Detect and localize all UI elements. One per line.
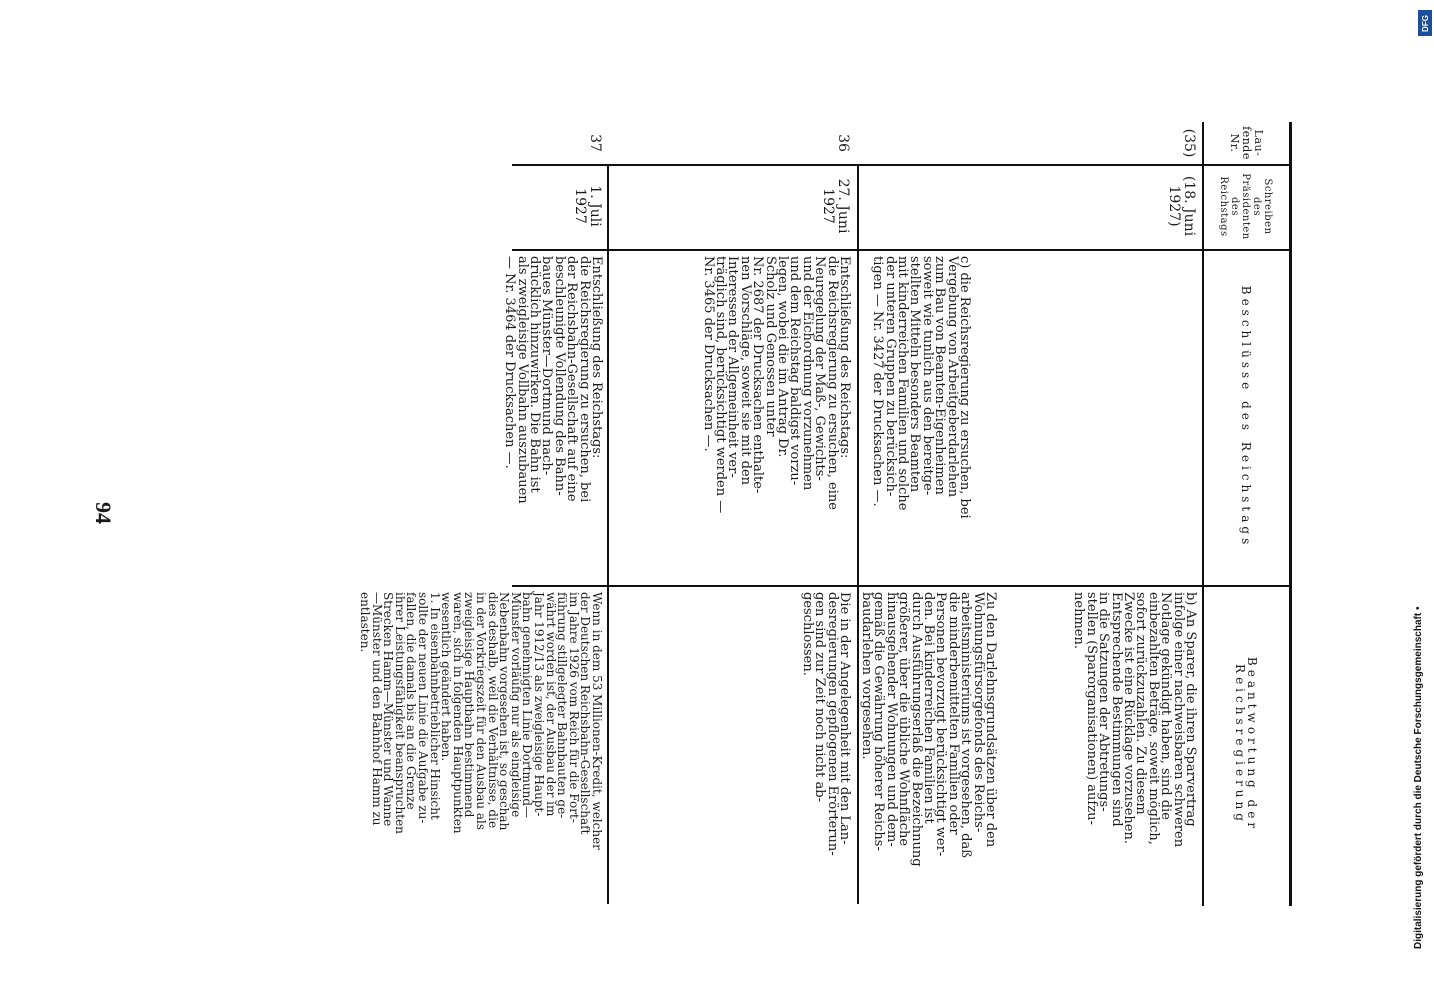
dfg-logo-text: DFG [1420,14,1430,32]
digitization-note-text: Digitalisierung gefördert durch die Deutsche Forschungsgemeinschaft • [1413,606,1424,949]
page-number: 94 [91,502,116,524]
document-table [110,120,1292,904]
row-36-nr: 36 [835,134,851,152]
dfg-logo [1418,10,1432,36]
table-top-rule [1289,122,1292,906]
row-37-antwort: Wenn in dem 53 Millionen-Kredit, welcher der Deutschen Reichsbahn-Gesellschaft im Jahre 1926 vom Reich für die Fort- führung stillgelegter Bahnbauten ge- währt worden ist, der Ausbau der im Jahr 1912/13 als zweigleisige Haupt- bahn genehmigten Linie Dortmund— Münster vorläufig nur als eingleisige Nebenbahn vorgesehen ist, so geschah dies deshalb, weil die Verhältnisse, die in der Vorkriegszeit für den Ausbau als zweigleisige Hauptbahn bestimmend waren, sich in folgenden Hauptpunkten wesentlich geändert haben. 1. In eisenbahnbetrieblicher Hinsicht sollte der neuen Linie die Aufgabe zu- fallen, die damals bis an die Grenze ihrer Leistungsfähigkeit beanspruchten Strecken Hamm—Münster und Wanne —Münster und den Bahnhof Hamm zu entlasten. [358,592,604,850]
header-nr: Lau- fende Nr. [1228,126,1265,160]
row-35-antwort-c: Zu den Darlehnsgrundsätzen über den Wohnungsfürsorgefonds des Reichs- arbeitsministeriums ist vorgesehen, daß die minderbemittelten Familien oder Personen bevorzugt berücksichtigt wer- den. Bei kinderreichen Familien ist durch Ausführungserlaß die Bezeichnung größerer, über die übliche Wohnfläche hinausgehender Wohnungen und dem- gemäß die Gewährung höherer Reichs- baudarlehen vorgesehen. [858,592,998,867]
row-37-beschluss: Entschließung des Reichstags: die Reichsregierung zu ersuchen, bei der Reichsbahn-Gesellschaft auf eine beschleunigte Vollendung des Bahn- baues Münster—Dortmund nach- drücklich hinzuwirken. Die Bahn ist als zweigleisige Vollbahn auszubauen — Nr. 3464 der Drucksachen —. [502,256,604,504]
header-schreiben: Schreiben des Präsidenten des Reichstags [1218,173,1274,240]
header-beantwortung: Beantwortung der Reichsregierung [1233,656,1259,833]
row-36-beschluss: Entschließung des Reichstags: die Reichsregierung zu ersuchen, eine Neuregelung der Maß-, Gewichts- und der Eichordnung vorzunehmen und dem Reichstag baldigst vorzu- legen, wobei die im Antrag Dr. Scholz und Genossen unter Nr. 2687 der Drucksachen enthalte- nen Vorschläge, soweit sie mit den Interessen der Allgemeinheit ver- träglich sind, berücksichtigt werden — Nr. 3465 der Drucksachen —. [700,256,852,514]
row-36-date: 27. Juni 1927 [820,178,851,234]
column-divider [512,249,1292,251]
row-37-date: 1. Juli 1927 [572,185,603,227]
header-beschluesse: Beschlüsse des Reichstags [1239,285,1253,549]
row-35-antwort-b: b) An Sparer, die ihren Sparvertrag infolge einer nachweisbaren schweren Notlage gekündigt haben, sind die einbezahlten Beträge, soweit möglich, sofort zurückzuzahlen. Zu diesem Zwecke ist eine Rücklage vorzusehen. Entsprechende Bestimmungen sind in die Satzungen der Abtretungs- stellen (Sparorganisationen) aufzu- nehmen. [1071,592,1198,848]
table-header-rule [1202,122,1204,906]
row-35-beschluss: c) die Reichsregierung zu ersuchen, bei Vergebung von Arbeitgeberdarlehen zum Bau von Beamten-Eigenheimen soweit wie tunlich aus den bereitge- stellten Mitteln besonders Beamten mit kinderreichen Familien und solche der unteren Gruppen zu berücksich- tigen — Nr. 3427 der Drucksachen —. [870,256,972,519]
row-36-antwort: Die in der Angelegenheit mit den Lan- desregierungen gepflogenen Erörterun- gen sind zur Zeit noch nicht ab- geschlossen. [799,592,852,856]
row-divider [608,164,610,904]
digitization-note [1412,0,1434,1000]
row-35-nr: (35) [1181,128,1197,158]
row-37-nr: 37 [587,134,603,152]
column-divider [512,585,1292,587]
row-35-date: (18. Juni 1927) [1166,175,1197,237]
